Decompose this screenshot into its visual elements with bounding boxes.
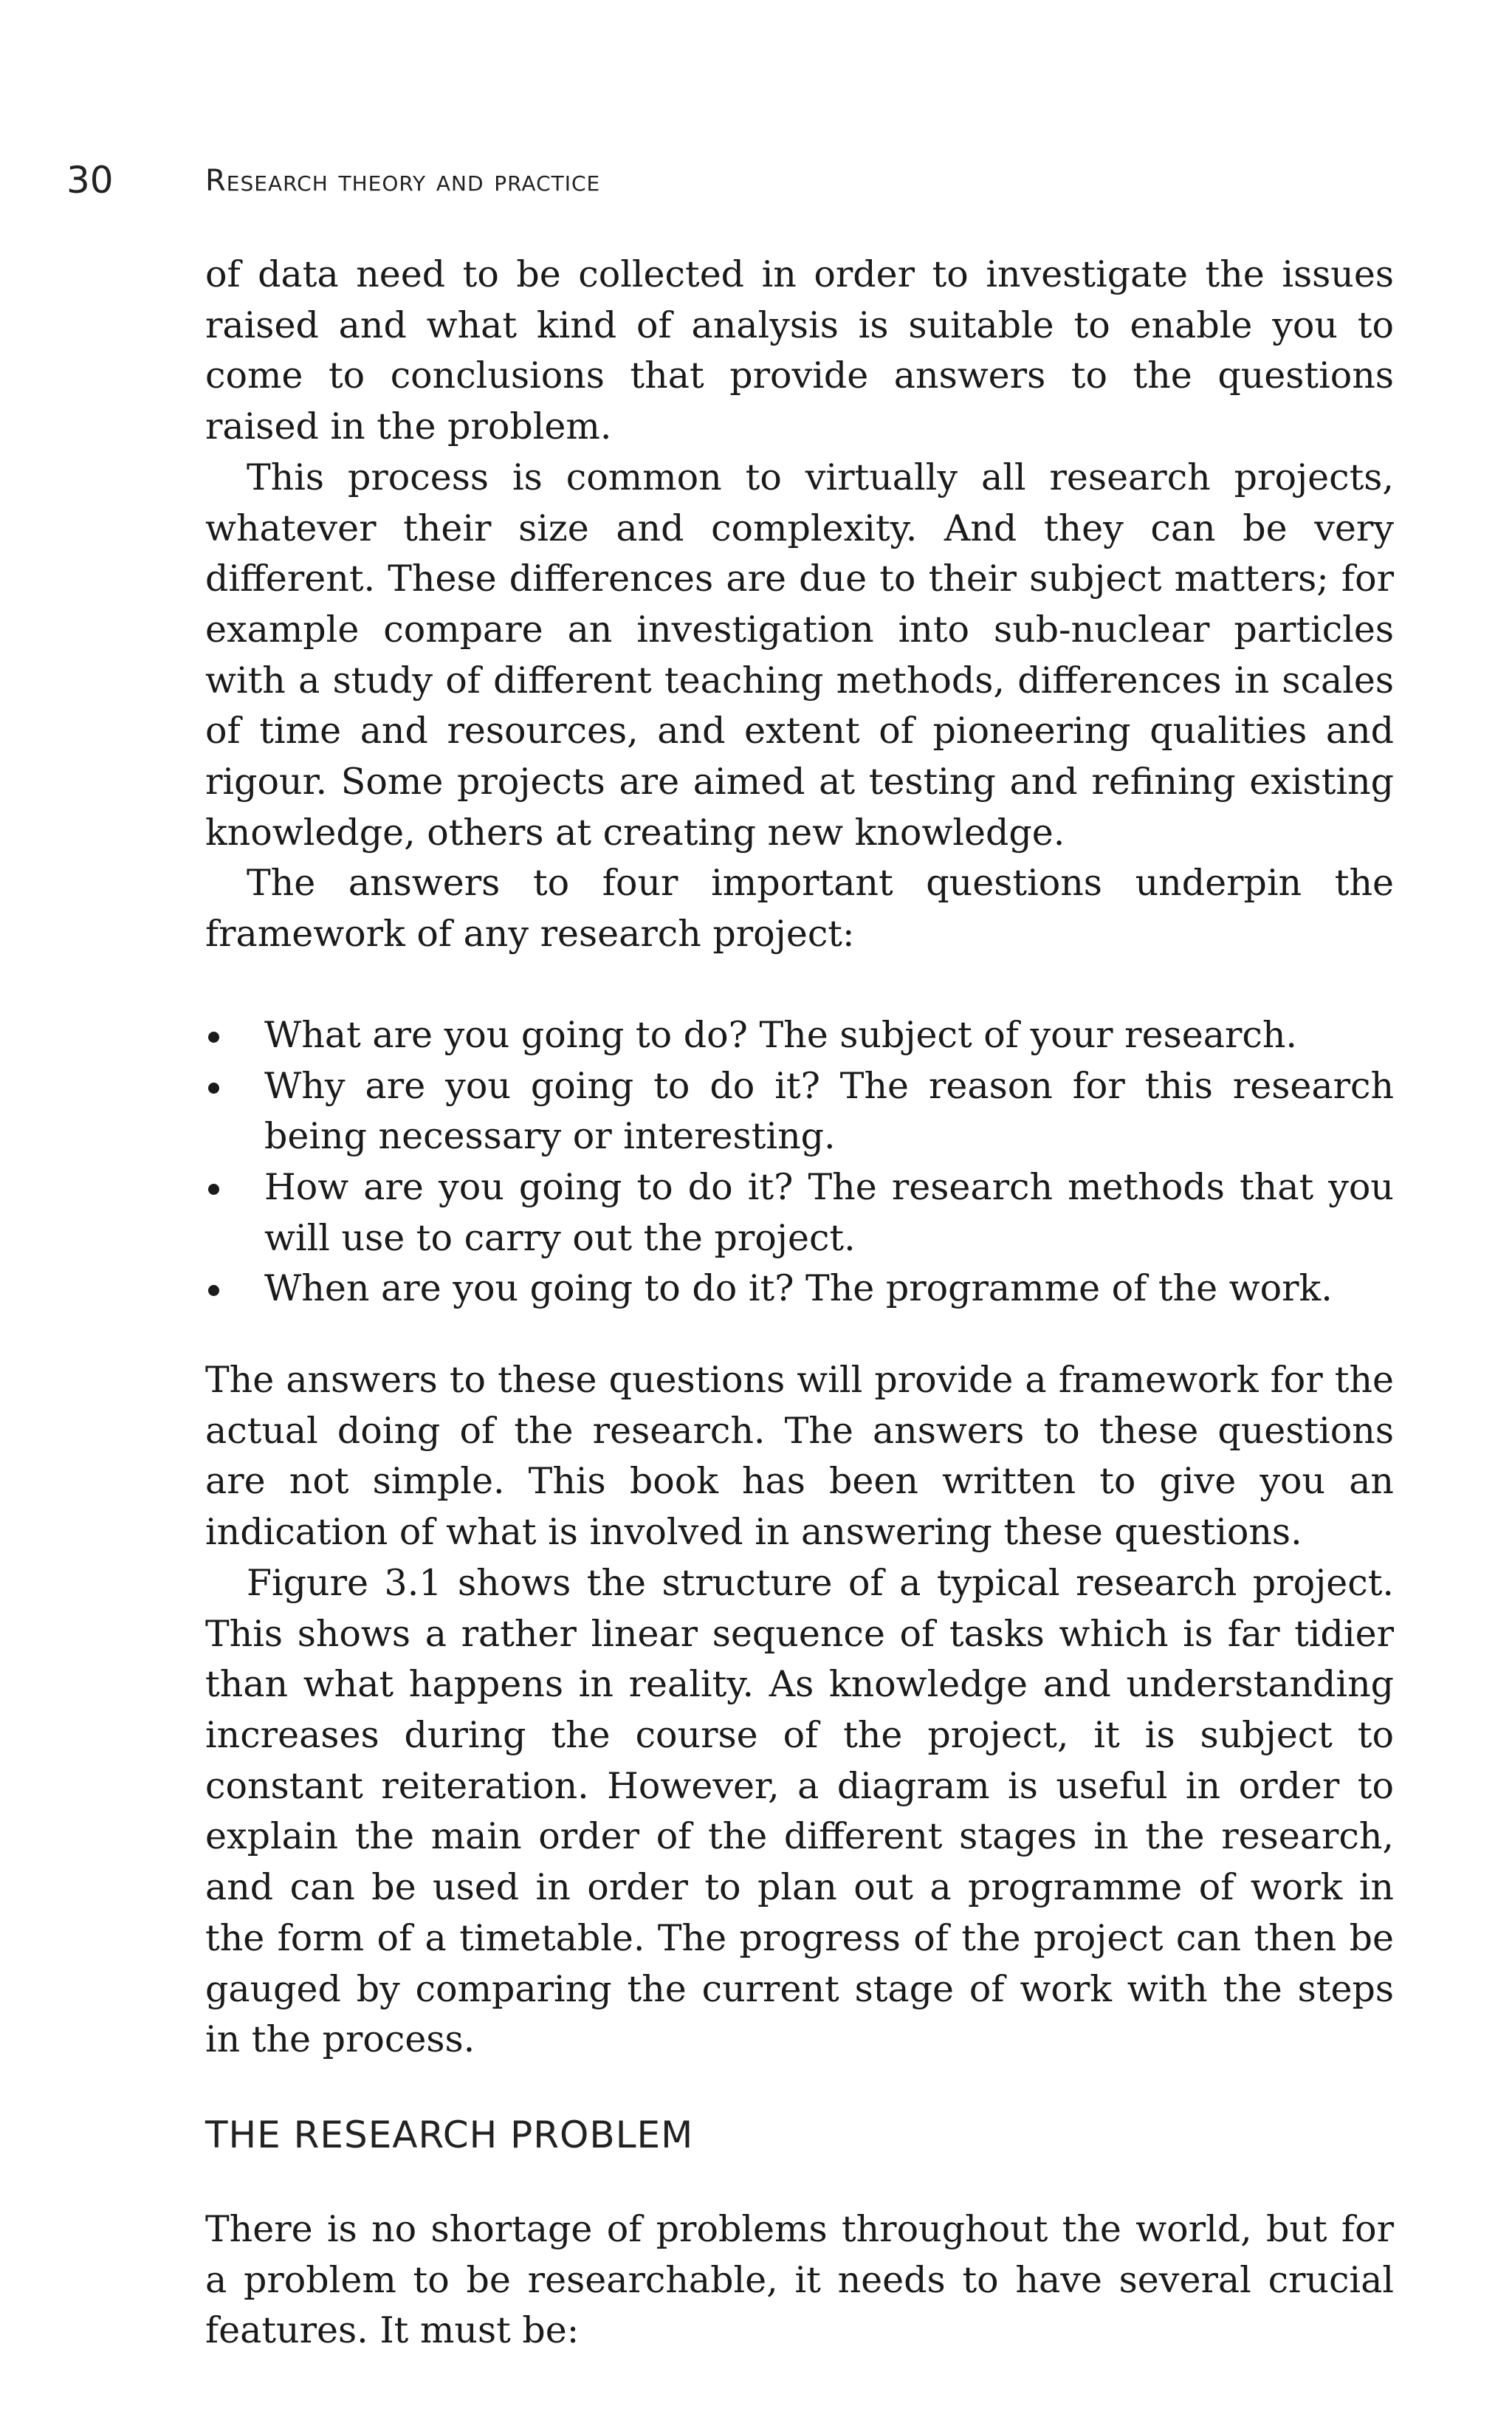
- paragraph-framework: The answers to these questions will provide a framework for the actual doing of the research. The answers to these questions are not simple. This book has been written to give you an indication of what is involved in answering these questions.: [205, 1359, 1394, 1554]
- list-item-text: What are you going to do? The subject of your research.: [264, 1013, 1297, 1056]
- running-title: Research theory and practice: [205, 164, 601, 198]
- list-item: [205, 1061, 1394, 1162]
- bullet-icon: [208, 1032, 219, 1043]
- bullet-icon: [208, 1083, 219, 1094]
- paragraph-research-problem: There is no shortage of problems throughout the world, but for a problem to be researchable, it needs to have several crucial features. It must be:: [205, 2207, 1394, 2352]
- section-heading: THE RESEARCH PROBLEM: [205, 2113, 694, 2156]
- list-item: [205, 1162, 1394, 1264]
- body-text: [205, 250, 1394, 2356]
- list-item-text: When are you going to do it? The programme of the work.: [264, 1267, 1333, 1310]
- bullet-icon: [208, 1285, 219, 1296]
- list-item: [205, 1264, 1394, 1314]
- paragraph-continued: of data need to be collected in order to investigate the issues raised and what kind of analysis is suitable to enable you to come to conclusions that provide answers to the questions raised in the problem.: [205, 253, 1394, 448]
- running-head: [66, 158, 1395, 202]
- questions-list: [205, 1010, 1394, 1314]
- paragraph-process: This process is common to virtually all research projects, whatever their size and complexity. And they can be very different. These differences are due to their subject matters; for example compare an investigation into sub-nuclear particles with a study of different teaching methods, differences in scales of time and resources, and extent of pioneering qualities and rigour. Some projects are aimed at testing and refining existing knowledge, others at creating new knowledge.: [205, 456, 1394, 854]
- bullet-icon: [208, 1184, 219, 1195]
- list-item-text: Why are you going to do it? The reason for this research being necessary or interesting.: [264, 1064, 1394, 1158]
- paragraph-figure: Figure 3.1 shows the structure of a typical research project. This shows a rather linear sequence of tasks which is far tidier than what happens in reality. As knowledge and understanding increases during the course of the project, it is subject to constant reiteration. However, a diagram is useful in order to explain the main order of the different stages in the research, and can be used in order to plan out a programme of work in the form of a timetable. The progress of the project can then be gauged by comparing the current stage of work with the steps in the process.: [205, 1561, 1394, 2061]
- list-item-text: How are you going to do it? The research methods that you will use to carry out the project.: [264, 1165, 1394, 1259]
- list-item: [205, 1010, 1394, 1061]
- page-number: 30: [66, 159, 114, 202]
- paragraph-four-questions: The answers to four important questions underpin the framework of any research project:: [205, 862, 1394, 956]
